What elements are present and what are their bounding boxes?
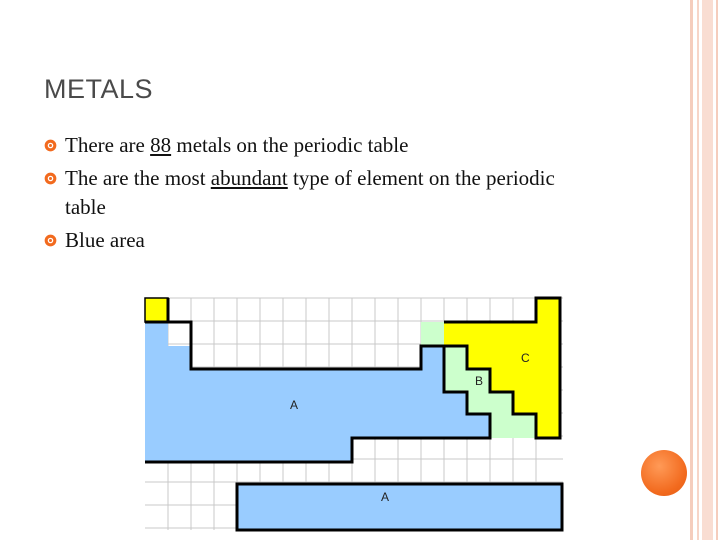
bullet-text-before: The are the most [65,166,211,190]
bullet-text-after: Blue area [65,228,145,252]
metals-region-lower [237,484,562,530]
label-b: B [475,374,484,388]
label-a-main: A [290,398,299,412]
bullet-text-underlined: abundant [210,166,288,190]
label-c: C [521,351,530,365]
hydrogen-cell [145,298,168,322]
bullet-text-after: type of element on the periodic table [65,166,555,219]
bullet-text-before: There are [65,133,151,157]
label-a-lower: A [381,490,390,504]
bullet-text-underlined: 88 [150,133,172,157]
slide-title: METALS [44,74,154,104]
bullet-text-after: metals on the periodic table [171,133,409,157]
